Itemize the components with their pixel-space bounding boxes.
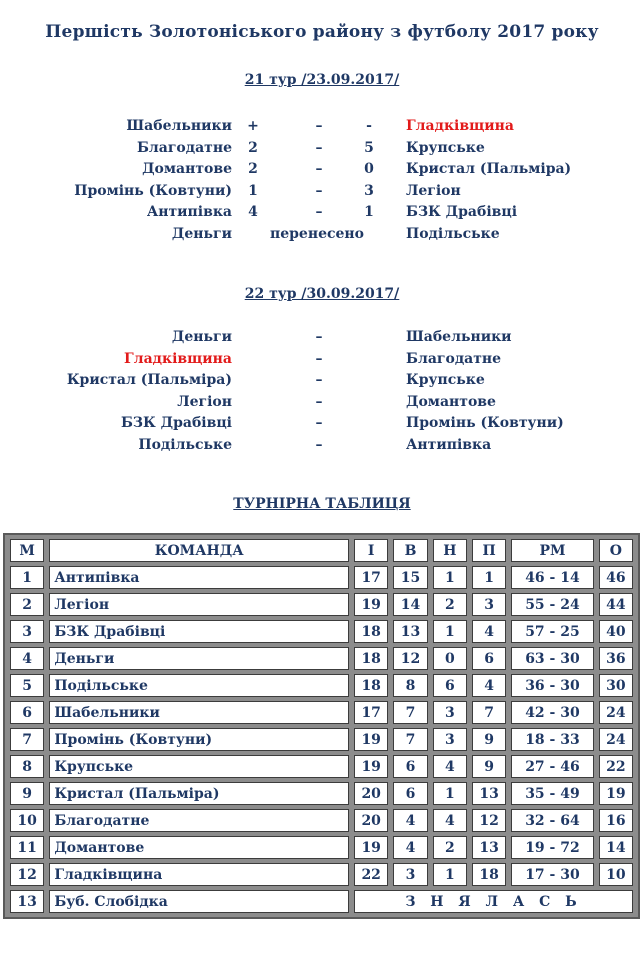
cell-team: Крупське bbox=[49, 755, 349, 778]
away-score: - bbox=[366, 118, 372, 134]
table-row bbox=[10, 593, 633, 616]
round-22-heading: 22 тур /30.09.2017/ bbox=[244, 286, 400, 302]
cell-drawn: 0 bbox=[433, 647, 467, 670]
table-row bbox=[10, 728, 633, 751]
table-row bbox=[10, 863, 633, 886]
home-team: Подільське bbox=[138, 436, 232, 453]
home-team: Гладківщина bbox=[124, 350, 232, 367]
col-header-drawn: Н bbox=[433, 539, 467, 562]
table-row bbox=[10, 701, 633, 724]
cell-points: 14 bbox=[599, 836, 633, 859]
match-row bbox=[0, 392, 644, 414]
cell-goals: 18 - 33 bbox=[511, 728, 593, 751]
cell-position: 5 bbox=[10, 674, 44, 697]
away-team: Шабельники bbox=[406, 329, 512, 345]
table-row bbox=[10, 782, 633, 805]
cell-drawn: 1 bbox=[433, 782, 467, 805]
cell-points: 16 bbox=[599, 809, 633, 832]
cell-won: 7 bbox=[393, 701, 427, 724]
col-header-played: І bbox=[354, 539, 388, 562]
score-separator: – bbox=[315, 436, 323, 453]
cell-position: 9 bbox=[10, 782, 44, 805]
cell-drawn: 1 bbox=[433, 620, 467, 643]
home-team: Деньги bbox=[171, 329, 232, 345]
match-row bbox=[0, 327, 644, 349]
match-row bbox=[0, 370, 644, 392]
cell-lost: 6 bbox=[472, 647, 506, 670]
score-separator: – bbox=[315, 372, 323, 388]
cell-lost: 13 bbox=[472, 782, 506, 805]
away-team: Кристал (Пальміра) bbox=[406, 161, 572, 177]
away-score: 3 bbox=[364, 182, 374, 199]
cell-goals: 35 - 49 bbox=[511, 782, 593, 805]
col-header-won: В bbox=[393, 539, 427, 562]
cell-team: Буб. Слобідка bbox=[49, 890, 349, 913]
away-team: БЗК Драбівці bbox=[406, 204, 518, 220]
cell-points: 22 bbox=[599, 755, 633, 778]
cell-played: 19 bbox=[354, 593, 388, 616]
away-team: Домантове bbox=[406, 393, 496, 410]
table-header-row bbox=[10, 539, 633, 562]
cell-won: 4 bbox=[393, 809, 427, 832]
cell-withdrawn-status: З Н Я Л А С Ь bbox=[354, 890, 633, 913]
cell-goals: 55 - 24 bbox=[511, 593, 593, 616]
page-title: Першість Золотоніського району з футболу 2017 року bbox=[45, 22, 599, 42]
col-header-lost: П bbox=[472, 539, 506, 562]
cell-points: 44 bbox=[599, 593, 633, 616]
cell-lost: 9 bbox=[472, 755, 506, 778]
cell-lost: 12 bbox=[472, 809, 506, 832]
cell-points: 24 bbox=[599, 728, 633, 751]
cell-position: 4 bbox=[10, 647, 44, 670]
cell-played: 18 bbox=[354, 674, 388, 697]
round-21-heading: 21 тур /23.09.2017/ bbox=[244, 72, 400, 88]
cell-team: Антипівка bbox=[49, 566, 349, 589]
cell-won: 15 bbox=[393, 566, 427, 589]
match-row bbox=[0, 413, 644, 435]
cell-played: 17 bbox=[354, 566, 388, 589]
cell-goals: 32 - 64 bbox=[511, 809, 593, 832]
cell-position: 6 bbox=[10, 701, 44, 724]
cell-goals: 57 - 25 bbox=[511, 620, 593, 643]
away-team: Благодатне bbox=[406, 350, 502, 367]
score-separator: – bbox=[315, 329, 323, 345]
away-score: 5 bbox=[364, 139, 374, 156]
cell-position: 12 bbox=[10, 863, 44, 886]
cell-won: 13 bbox=[393, 620, 427, 643]
cell-won: 6 bbox=[393, 782, 427, 805]
cell-won: 6 bbox=[393, 755, 427, 778]
match-row bbox=[0, 202, 644, 224]
score-separator: – bbox=[315, 161, 323, 177]
cell-lost: 3 bbox=[472, 593, 506, 616]
col-header-points: О bbox=[599, 539, 633, 562]
table-row bbox=[10, 836, 633, 859]
away-team: Гладківщина bbox=[406, 118, 514, 134]
home-team: Промінь (Ковтуни) bbox=[74, 182, 232, 199]
home-score: 4 bbox=[248, 204, 258, 220]
cell-won: 3 bbox=[393, 863, 427, 886]
cell-position: 7 bbox=[10, 728, 44, 751]
standings-heading: ТУРНІРНА ТАБЛИЦЯ bbox=[233, 496, 411, 512]
cell-played: 20 bbox=[354, 782, 388, 805]
cell-lost: 9 bbox=[472, 728, 506, 751]
standings-table bbox=[3, 533, 640, 919]
cell-points: 40 bbox=[599, 620, 633, 643]
cell-drawn: 2 bbox=[433, 593, 467, 616]
cell-lost: 7 bbox=[472, 701, 506, 724]
cell-position: 2 bbox=[10, 593, 44, 616]
table-row-withdrawn bbox=[10, 890, 633, 913]
cell-played: 19 bbox=[354, 836, 388, 859]
cell-won: 4 bbox=[393, 836, 427, 859]
cell-points: 19 bbox=[599, 782, 633, 805]
cell-goals: 27 - 46 bbox=[511, 755, 593, 778]
score-separator: – bbox=[315, 393, 323, 410]
match-row bbox=[0, 435, 644, 457]
cell-lost: 4 bbox=[472, 674, 506, 697]
away-team: Промінь (Ковтуни) bbox=[406, 415, 564, 431]
cell-drawn: 1 bbox=[433, 566, 467, 589]
cell-points: 46 bbox=[599, 566, 633, 589]
cell-position: 1 bbox=[10, 566, 44, 589]
score-separator: – bbox=[315, 415, 323, 431]
cell-goals: 42 - 30 bbox=[511, 701, 593, 724]
cell-points: 36 bbox=[599, 647, 633, 670]
home-team: Благодатне bbox=[136, 139, 232, 156]
home-team: Домантове bbox=[142, 161, 232, 177]
cell-won: 14 bbox=[393, 593, 427, 616]
cell-points: 30 bbox=[599, 674, 633, 697]
cell-drawn: 6 bbox=[433, 674, 467, 697]
score-separator: – bbox=[315, 350, 323, 367]
home-score: 2 bbox=[248, 139, 258, 156]
cell-position: 3 bbox=[10, 620, 44, 643]
cell-team: Промінь (Ковтуни) bbox=[49, 728, 349, 751]
cell-goals: 46 - 14 bbox=[511, 566, 593, 589]
cell-team: Деньги bbox=[49, 647, 349, 670]
cell-lost: 18 bbox=[472, 863, 506, 886]
cell-team: Шабельники bbox=[49, 701, 349, 724]
home-team: Шабельники bbox=[126, 118, 232, 134]
away-score: 0 bbox=[364, 161, 374, 177]
cell-team: Благодатне bbox=[49, 809, 349, 832]
cell-team: Подільське bbox=[49, 674, 349, 697]
score-separator: – bbox=[315, 204, 323, 220]
match-note: перенесено bbox=[269, 225, 365, 242]
col-header-team: КОМАНДА bbox=[49, 539, 349, 562]
cell-lost: 1 bbox=[472, 566, 506, 589]
away-team: Антипівка bbox=[406, 436, 492, 453]
away-score: 1 bbox=[364, 204, 374, 220]
home-team: Деньги bbox=[171, 225, 232, 242]
away-team: Подільське bbox=[406, 225, 500, 242]
cell-position: 10 bbox=[10, 809, 44, 832]
cell-played: 19 bbox=[354, 728, 388, 751]
cell-won: 8 bbox=[393, 674, 427, 697]
score-separator: – bbox=[315, 139, 323, 156]
cell-team: Легіон bbox=[49, 593, 349, 616]
cell-played: 17 bbox=[354, 701, 388, 724]
cell-points: 10 bbox=[599, 863, 633, 886]
match-row bbox=[0, 138, 644, 160]
table-row bbox=[10, 620, 633, 643]
score-separator: – bbox=[315, 182, 323, 199]
away-team: Крупське bbox=[406, 372, 485, 388]
home-team: Антипівка bbox=[146, 204, 232, 220]
cell-drawn: 4 bbox=[433, 755, 467, 778]
table-row bbox=[10, 674, 633, 697]
cell-drawn: 1 bbox=[433, 863, 467, 886]
cell-goals: 63 - 30 bbox=[511, 647, 593, 670]
cell-drawn: 3 bbox=[433, 701, 467, 724]
home-team: БЗК Драбівці bbox=[120, 415, 232, 431]
home-score: + bbox=[247, 118, 259, 134]
cell-played: 20 bbox=[354, 809, 388, 832]
cell-goals: 19 - 72 bbox=[511, 836, 593, 859]
cell-played: 19 bbox=[354, 755, 388, 778]
table-row bbox=[10, 647, 633, 670]
cell-played: 18 bbox=[354, 620, 388, 643]
cell-won: 7 bbox=[393, 728, 427, 751]
score-separator: – bbox=[315, 118, 323, 134]
cell-position: 8 bbox=[10, 755, 44, 778]
cell-team: Домантове bbox=[49, 836, 349, 859]
cell-team: БЗК Драбівці bbox=[49, 620, 349, 643]
cell-drawn: 2 bbox=[433, 836, 467, 859]
home-team: Кристал (Пальміра) bbox=[66, 372, 232, 388]
away-team: Легіон bbox=[406, 182, 461, 199]
cell-points: 24 bbox=[599, 701, 633, 724]
round-21-matches bbox=[0, 116, 644, 245]
cell-position: 13 bbox=[10, 890, 44, 913]
cell-position: 11 bbox=[10, 836, 44, 859]
cell-won: 12 bbox=[393, 647, 427, 670]
cell-team: Кристал (Пальміра) bbox=[49, 782, 349, 805]
home-score: 1 bbox=[248, 182, 258, 199]
away-team: Крупське bbox=[406, 139, 485, 156]
col-header-position: М bbox=[10, 539, 44, 562]
cell-lost: 13 bbox=[472, 836, 506, 859]
cell-played: 22 bbox=[354, 863, 388, 886]
cell-played: 18 bbox=[354, 647, 388, 670]
cell-drawn: 3 bbox=[433, 728, 467, 751]
cell-drawn: 4 bbox=[433, 809, 467, 832]
cell-goals: 17 - 30 bbox=[511, 863, 593, 886]
cell-lost: 4 bbox=[472, 620, 506, 643]
home-score: 2 bbox=[248, 161, 258, 177]
match-row bbox=[0, 349, 644, 371]
match-row bbox=[0, 181, 644, 203]
cell-team: Гладківщина bbox=[49, 863, 349, 886]
table-row bbox=[10, 566, 633, 589]
col-header-goals: РМ bbox=[511, 539, 593, 562]
match-row bbox=[0, 159, 644, 181]
table-row bbox=[10, 755, 633, 778]
cell-goals: 36 - 30 bbox=[511, 674, 593, 697]
match-row bbox=[0, 224, 644, 246]
home-team: Легіон bbox=[177, 393, 232, 410]
match-row bbox=[0, 116, 644, 138]
round-22-matches bbox=[0, 327, 644, 456]
table-row bbox=[10, 809, 633, 832]
